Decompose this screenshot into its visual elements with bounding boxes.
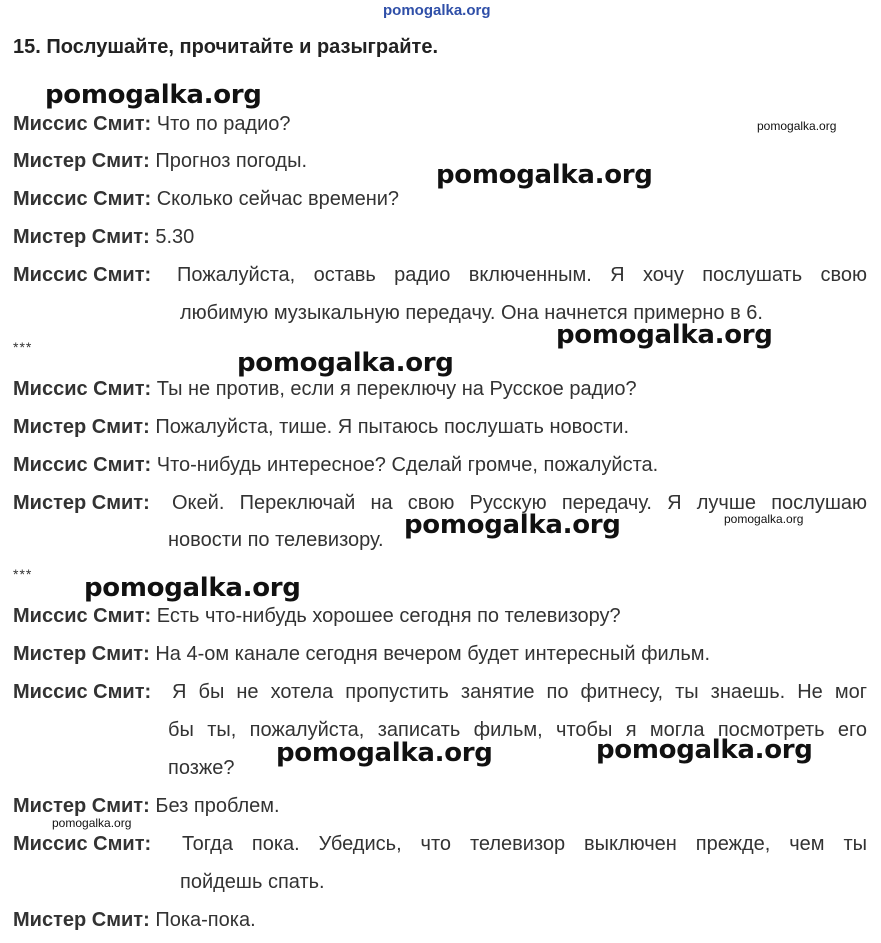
speaker: Миссис Смит: bbox=[13, 113, 152, 135]
dialogue-line bbox=[13, 491, 150, 515]
dialogue-line bbox=[13, 642, 710, 666]
dialogue-line bbox=[13, 187, 399, 211]
speaker: Миссис Смит: bbox=[13, 605, 152, 627]
speaker: Мистер Смит: bbox=[13, 150, 150, 172]
speaker: Миссис Смит: bbox=[13, 454, 152, 476]
line-text-continued: бы ты, пожалуйста, записать фильм, чтобы я могла посмотреть его bbox=[168, 719, 867, 741]
speaker: Миссис Смит: bbox=[13, 681, 152, 703]
dialogue-line bbox=[13, 908, 256, 932]
speaker: Мистер Смит: bbox=[13, 226, 150, 248]
line-text: Окей. Переключай на свою Русскую передачу. Я лучше послушаю bbox=[172, 492, 867, 514]
speaker: Мистер Смит: bbox=[13, 643, 150, 665]
speaker: Миссис Смит: bbox=[13, 188, 152, 210]
watermark-small: pomogalka.org bbox=[724, 512, 804, 526]
speaker: Мистер Смит: bbox=[13, 492, 150, 514]
dialogue-line bbox=[13, 832, 151, 856]
line-text-continued: позже? bbox=[168, 757, 235, 779]
dialogue-line bbox=[13, 149, 307, 173]
line-text: Пожалуйста, оставь радио включенным. Я хочу послушать свою bbox=[177, 264, 867, 286]
dialogue-line bbox=[13, 377, 637, 401]
dialogue-line bbox=[13, 453, 658, 477]
watermark-top: pomogalka.org bbox=[383, 2, 491, 19]
line-text: Сколько сейчас времени? bbox=[156, 188, 400, 210]
speaker: Миссис Смит: bbox=[13, 378, 152, 400]
line-text: 5.30 bbox=[155, 226, 195, 248]
section-separator: *** bbox=[13, 339, 33, 355]
speaker: Мистер Смит: bbox=[13, 795, 150, 817]
line-text: На 4-ом канале сегодня вечером будет интересный фильм. bbox=[155, 643, 711, 665]
speaker: Мистер Смит: bbox=[13, 909, 150, 931]
line-text: Пожалуйста, тише. Я пытаюсь послушать новости. bbox=[155, 416, 630, 438]
line-text: Без проблем. bbox=[155, 795, 280, 817]
line-text-continued: пойдешь спать. bbox=[180, 871, 325, 893]
line-text-continued: любимую музыкальную передачу. Она начнется примерно в 6. bbox=[180, 302, 763, 324]
line-text: Прогноз погоды. bbox=[155, 150, 308, 172]
dialogue-line bbox=[13, 225, 194, 249]
line-text: Тогда пока. Убедись, что телевизор выключен прежде, чем ты bbox=[182, 833, 867, 855]
watermark: pomogalka.org bbox=[237, 348, 454, 378]
watermark-small: pomogalka.org bbox=[757, 119, 837, 133]
line-text: Ты не против, если я переключу на Русское радио? bbox=[156, 378, 637, 400]
dialogue-line bbox=[13, 604, 621, 628]
line-text: Есть что-нибудь хорошее сегодня по телевизору? bbox=[156, 605, 621, 627]
watermark: pomogalka.org bbox=[84, 573, 301, 603]
watermark: pomogalka.org bbox=[276, 738, 493, 768]
line-text: Пока-пока. bbox=[155, 909, 256, 931]
exercise-heading: 15. Послушайте, прочитайте и разыграйте. bbox=[13, 36, 438, 58]
speaker: Миссис Смит: bbox=[13, 833, 152, 855]
watermark: pomogalka.org bbox=[404, 510, 621, 540]
speaker: Мистер Смит: bbox=[13, 416, 150, 438]
dialogue-line bbox=[13, 112, 291, 136]
dialogue-line bbox=[13, 680, 151, 704]
watermark: pomogalka.org bbox=[596, 735, 813, 765]
dialogue-line bbox=[13, 794, 280, 818]
section-separator: *** bbox=[13, 566, 33, 582]
dialogue-line bbox=[13, 263, 151, 287]
line-text: Что-нибудь интересное? Сделай громче, пожалуйста. bbox=[156, 454, 659, 476]
line-text-continued: новости по телевизору. bbox=[168, 529, 384, 551]
line-text: Я бы не хотела пропустить занятие по фитнесу, ты знаешь. Не мог bbox=[172, 681, 867, 703]
watermark: pomogalka.org bbox=[436, 160, 653, 190]
watermark-small: pomogalka.org bbox=[52, 816, 132, 830]
dialogue-line bbox=[13, 415, 629, 439]
watermark: pomogalka.org bbox=[45, 80, 262, 110]
watermark: pomogalka.org bbox=[556, 320, 773, 350]
speaker: Миссис Смит: bbox=[13, 264, 152, 286]
line-text: Что по радио? bbox=[156, 113, 291, 135]
